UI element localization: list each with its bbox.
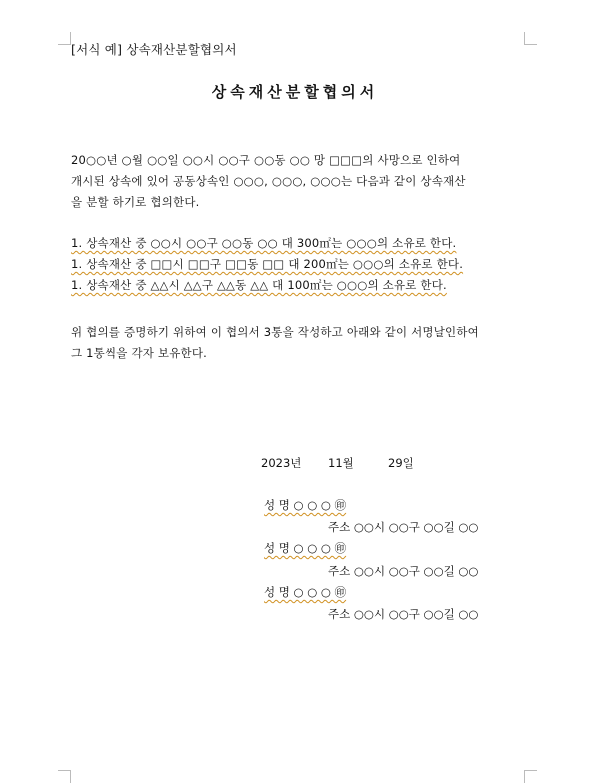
signatory-name-line: 성 명 ○ ○ ○ ㊞ (264, 541, 347, 555)
crop-mark-top-right (524, 32, 537, 45)
intro-paragraph (71, 150, 531, 213)
date-month: 11월 (328, 456, 354, 470)
division-item: 1. 상속재산 중 △△시 △△구 △△동 △△ 대 100㎡는 ○○○의 소유로 한다. (71, 278, 447, 292)
signatory-address-line: 주소 ○○시 ○○구 ○○길 ○○ (328, 520, 479, 534)
closing-paragraph (71, 322, 531, 364)
date-year: 2023년 (261, 456, 302, 470)
document-title: 상속재산분할협의서 (211, 83, 379, 101)
division-item: 1. 상속재산 중 ○○시 ○○구 ○○동 ○○ 대 300㎡는 ○○○의 소유로 한다. (71, 236, 457, 250)
crop-mark-top-left (58, 32, 71, 45)
date-day: 29일 (388, 456, 414, 470)
crop-mark-bottom-right (524, 770, 537, 783)
closing-line: 위 협의를 증명하기 위하여 이 협의서 3통을 작성하고 아래와 같이 서명날인하여 (71, 325, 479, 339)
form-label: [서식 예] 상속재산분할협의서 (71, 42, 237, 57)
intro-line: 20○○년 ○월 ○○일 ○○시 ○○구 ○○동 ○○ 망 □□□의 사망으로 인하여 (71, 153, 461, 167)
intro-line: 을 분할 하기로 협의한다. (71, 195, 200, 209)
division-item: 1. 상속재산 중 □□시 □□구 □□동 □□ 대 200㎡는 ○○○의 소유로 한다. (71, 257, 464, 271)
signatory-address-line: 주소 ○○시 ○○구 ○○길 ○○ (328, 607, 479, 621)
signatory-name-line: 성 명 ○ ○ ○ ㊞ (264, 585, 347, 599)
crop-mark-bottom-left (58, 770, 71, 783)
intro-line: 개시된 상속에 있어 공동상속인 ○○○, ○○○, ○○○는 다음과 같이 상속재산 (71, 174, 466, 188)
signatory-address-line: 주소 ○○시 ○○구 ○○길 ○○ (328, 564, 479, 578)
closing-line: 그 1통씩을 각자 보유한다. (71, 346, 208, 360)
division-items (71, 233, 531, 296)
signatory-name-line: 성 명 ○ ○ ○ ㊞ (264, 498, 347, 512)
